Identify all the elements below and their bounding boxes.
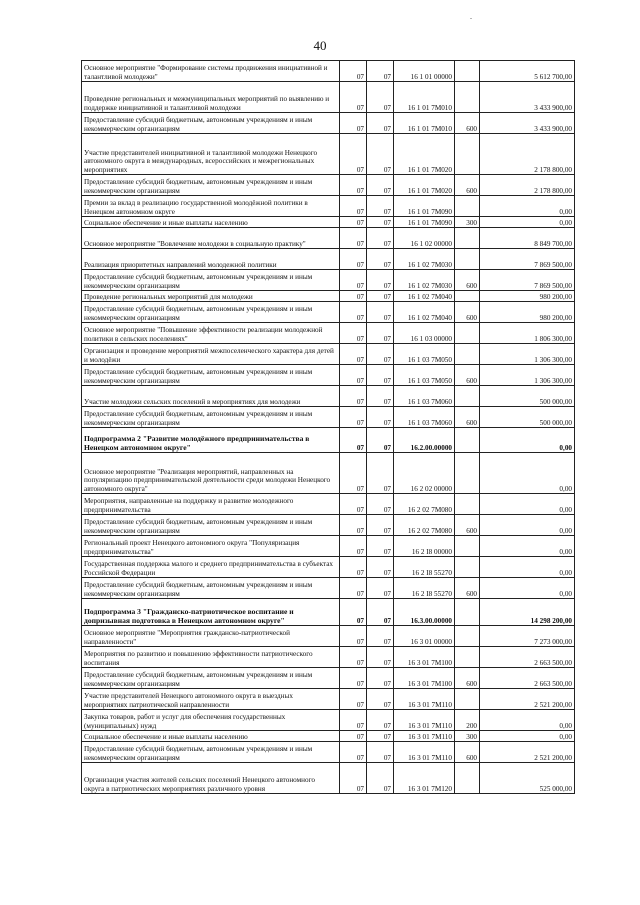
section-code-cell: 07 xyxy=(340,626,367,647)
amount-cell: 0,00 xyxy=(480,557,575,578)
target-article-cell: 16 2 I8 55270 xyxy=(394,557,455,578)
item-name-cell: Премии за вклад в реализацию государственной молодёжной политики в Ненецком автономном округе xyxy=(82,196,340,217)
target-article-cell: 16 2 I8 55270 xyxy=(394,578,455,599)
section-code-cell: 07 xyxy=(340,61,367,82)
table-row xyxy=(82,365,575,386)
subsection-code-cell: 07 xyxy=(367,249,394,270)
amount-cell: 7 869 500,00 xyxy=(480,249,575,270)
expense-type-cell xyxy=(455,536,480,557)
subsection-code-cell: 07 xyxy=(367,689,394,710)
subsection-code-cell: 07 xyxy=(367,453,394,494)
item-name-cell: Основное мероприятие "Вовлечение молодежи в социальную практику" xyxy=(82,228,340,249)
corner-mark: . xyxy=(470,12,472,21)
expense-type-cell xyxy=(455,323,480,344)
amount-cell: 0,00 xyxy=(480,494,575,515)
table-row xyxy=(82,228,575,249)
item-name-cell: Закупка товаров, работ и услуг для обеспечения государственных (муниципальных) нужд xyxy=(82,710,340,731)
item-name-cell: Реализация приоритетных направлений молодежной политики xyxy=(82,249,340,270)
target-article-cell: 16 3 01 7М110 xyxy=(394,710,455,731)
subsection-code-cell: 07 xyxy=(367,82,394,113)
subsection-code-cell: 07 xyxy=(367,557,394,578)
amount-cell: 2 521 200,00 xyxy=(480,742,575,763)
expense-type-cell: 600 xyxy=(455,270,480,291)
section-code-cell: 07 xyxy=(340,386,367,407)
table-row xyxy=(82,763,575,794)
target-article-cell: 16 2 02 00000 xyxy=(394,453,455,494)
expense-type-cell: 200 xyxy=(455,710,480,731)
section-code-cell: 07 xyxy=(340,763,367,794)
table-row xyxy=(82,217,575,228)
item-name-cell: Основное мероприятие "Повышение эффективности реализации молодежной политики в сельских поселениях" xyxy=(82,323,340,344)
expense-type-cell: 600 xyxy=(455,113,480,134)
section-code-cell: 07 xyxy=(340,710,367,731)
item-name-cell: Предоставление субсидий бюджетным, автономным учреждениям и иным некоммерческим организациям xyxy=(82,515,340,536)
section-code-cell: 07 xyxy=(340,82,367,113)
subsection-code-cell: 07 xyxy=(367,344,394,365)
target-article-cell: 16.3.00.00000 xyxy=(394,599,455,626)
section-code-cell: 07 xyxy=(340,578,367,599)
subsection-code-cell: 07 xyxy=(367,599,394,626)
expense-type-cell xyxy=(455,494,480,515)
section-code-cell: 07 xyxy=(340,270,367,291)
expense-type-cell xyxy=(455,453,480,494)
item-name-cell: Участие представителей инициативной и талантливой молодежи Ненецкого автономного округа в международных, всероссийских и межрегиональных мероприятиях xyxy=(82,134,340,175)
table-row xyxy=(82,61,575,82)
subsection-code-cell: 07 xyxy=(367,270,394,291)
expense-type-cell: 300 xyxy=(455,217,480,228)
table-row xyxy=(82,647,575,668)
section-code-cell: 07 xyxy=(340,365,367,386)
amount-cell: 2 663 500,00 xyxy=(480,668,575,689)
table-row xyxy=(82,536,575,557)
item-name-cell: Предоставление субсидий бюджетным, автономным учреждениям и иным некоммерческим организациям xyxy=(82,302,340,323)
section-code-cell: 07 xyxy=(340,742,367,763)
target-article-cell: 16 1 01 7М020 xyxy=(394,134,455,175)
expense-type-cell: 600 xyxy=(455,407,480,428)
section-code-cell: 07 xyxy=(340,689,367,710)
table-row xyxy=(82,626,575,647)
subsection-code-cell: 07 xyxy=(367,302,394,323)
table-row xyxy=(82,710,575,731)
item-name-cell: Проведение региональных мероприятий для молодежи xyxy=(82,291,340,302)
subsection-code-cell: 07 xyxy=(367,61,394,82)
expense-type-cell: 600 xyxy=(455,302,480,323)
table-row xyxy=(82,668,575,689)
target-article-cell: 16 1 02 7М030 xyxy=(394,249,455,270)
table-row xyxy=(82,689,575,710)
target-article-cell: 16 1 01 00000 xyxy=(394,61,455,82)
target-article-cell: 16 1 03 00000 xyxy=(394,323,455,344)
amount-cell: 0,00 xyxy=(480,515,575,536)
target-article-cell: 16 1 01 7М090 xyxy=(394,217,455,228)
amount-cell: 5 612 700,00 xyxy=(480,61,575,82)
subsection-code-cell: 07 xyxy=(367,731,394,742)
expense-type-cell: 600 xyxy=(455,365,480,386)
expense-type-cell: 600 xyxy=(455,175,480,196)
target-article-cell: 16 1 01 7М020 xyxy=(394,175,455,196)
item-name-cell: Предоставление субсидий бюджетным, автономным учреждениям и иным некоммерческим организациям xyxy=(82,407,340,428)
section-code-cell: 07 xyxy=(340,175,367,196)
subsection-code-cell: 07 xyxy=(367,228,394,249)
expense-type-cell xyxy=(455,196,480,217)
subsection-code-cell: 07 xyxy=(367,217,394,228)
expense-type-cell xyxy=(455,61,480,82)
table-row xyxy=(82,515,575,536)
section-code-cell: 07 xyxy=(340,599,367,626)
expense-type-cell xyxy=(455,689,480,710)
subsection-code-cell: 07 xyxy=(367,647,394,668)
subsection-code-cell: 07 xyxy=(367,710,394,731)
section-code-cell: 07 xyxy=(340,668,367,689)
target-article-cell: 16 3 01 7М110 xyxy=(394,742,455,763)
expense-type-cell xyxy=(455,134,480,175)
amount-cell: 2 663 500,00 xyxy=(480,647,575,668)
table-row xyxy=(82,113,575,134)
section-code-cell: 07 xyxy=(340,228,367,249)
table-row xyxy=(82,428,575,453)
amount-cell: 980 200,00 xyxy=(480,291,575,302)
item-name-cell: Основное мероприятие "Мероприятия гражданско-патриотической направленности" xyxy=(82,626,340,647)
item-name-cell: Основное мероприятие "Реализация мероприятий, направленных на популяризацию предпринимательской деятельности среди молодежи Ненецкого автономного округа" xyxy=(82,453,340,494)
target-article-cell: 16 3 01 7М100 xyxy=(394,668,455,689)
target-article-cell: 16 3 01 7М110 xyxy=(394,731,455,742)
section-code-cell: 07 xyxy=(340,731,367,742)
target-article-cell: 16 1 02 7М030 xyxy=(394,270,455,291)
amount-cell: 1 806 300,00 xyxy=(480,323,575,344)
amount-cell: 7 869 500,00 xyxy=(480,270,575,291)
table-row xyxy=(82,386,575,407)
section-code-cell: 07 xyxy=(340,647,367,668)
section-code-cell: 07 xyxy=(340,196,367,217)
item-name-cell: Предоставление субсидий бюджетным, автономным учреждениям и иным некоммерческим организациям xyxy=(82,270,340,291)
expense-type-cell xyxy=(455,228,480,249)
target-article-cell: 16 1 01 7М010 xyxy=(394,113,455,134)
section-code-cell: 07 xyxy=(340,557,367,578)
subsection-code-cell: 07 xyxy=(367,134,394,175)
expense-type-cell xyxy=(455,249,480,270)
item-name-cell: Подпрограмма 3 "Гражданско-патриотическое воспитание и допризывная подготовка в Ненецком автономном округе" xyxy=(82,599,340,626)
item-name-cell: Предоставление субсидий бюджетным, автономным учреждениям и иным некоммерческим организациям xyxy=(82,742,340,763)
expense-type-cell xyxy=(455,557,480,578)
target-article-cell: 16 2 02 7М080 xyxy=(394,494,455,515)
amount-cell: 14 298 200,00 xyxy=(480,599,575,626)
target-article-cell: 16 3 01 7М120 xyxy=(394,763,455,794)
item-name-cell: Государственная поддержка малого и среднего предпринимательства в субъектах Российской Федерации xyxy=(82,557,340,578)
budget-table xyxy=(81,60,575,794)
table-row xyxy=(82,731,575,742)
table-row xyxy=(82,175,575,196)
amount-cell: 2 178 800,00 xyxy=(480,134,575,175)
item-name-cell: Социальное обеспечение и иные выплаты населению xyxy=(82,731,340,742)
item-name-cell: Предоставление субсидий бюджетным, автономным учреждениям и иным некоммерческим организациям xyxy=(82,365,340,386)
item-name-cell: Предоставление субсидий бюджетным, автономным учреждениям и иным некоммерческим организациям xyxy=(82,175,340,196)
section-code-cell: 07 xyxy=(340,453,367,494)
target-article-cell: 16 3 01 7М110 xyxy=(394,689,455,710)
section-code-cell: 07 xyxy=(340,134,367,175)
target-article-cell: 16 2 I8 00000 xyxy=(394,536,455,557)
amount-cell: 980 200,00 xyxy=(480,302,575,323)
expense-type-cell xyxy=(455,386,480,407)
expense-type-cell xyxy=(455,626,480,647)
amount-cell: 3 433 900,00 xyxy=(480,82,575,113)
target-article-cell: 16 1 01 7М090 xyxy=(394,196,455,217)
amount-cell: 500 000,00 xyxy=(480,407,575,428)
subsection-code-cell: 07 xyxy=(367,742,394,763)
item-name-cell: Мероприятия по развитию и повышению эффективности патриотического воспитания xyxy=(82,647,340,668)
item-name-cell: Организация участия жителей сельских поселений Ненецкого автономного округа в патриотических мероприятиях различного уровня xyxy=(82,763,340,794)
expense-type-cell: 600 xyxy=(455,578,480,599)
table-row xyxy=(82,557,575,578)
expense-type-cell xyxy=(455,599,480,626)
expense-type-cell xyxy=(455,647,480,668)
item-name-cell: Региональный проект Ненецкого автономного округа "Популяризация предпринимательства" xyxy=(82,536,340,557)
amount-cell: 0,00 xyxy=(480,428,575,453)
table-row xyxy=(82,196,575,217)
item-name-cell: Предоставление субсидий бюджетным, автономным учреждениям и иным некоммерческим организациям xyxy=(82,113,340,134)
table-row xyxy=(82,344,575,365)
subsection-code-cell: 07 xyxy=(367,113,394,134)
item-name-cell: Подпрограмма 2 "Развитие молодёжного предпринимательства в Ненецком автономном округе" xyxy=(82,428,340,453)
item-name-cell: Участие представителей Ненецкого автономного округа в выездных мероприятиях патриотической направленности xyxy=(82,689,340,710)
table-row xyxy=(82,742,575,763)
amount-cell: 0,00 xyxy=(480,731,575,742)
item-name-cell: Социальное обеспечение и иные выплаты населению xyxy=(82,217,340,228)
table-row xyxy=(82,494,575,515)
section-code-cell: 07 xyxy=(340,428,367,453)
expense-type-cell: 600 xyxy=(455,668,480,689)
subsection-code-cell: 07 xyxy=(367,407,394,428)
expense-type-cell: 600 xyxy=(455,742,480,763)
subsection-code-cell: 07 xyxy=(367,763,394,794)
amount-cell: 8 849 700,00 xyxy=(480,228,575,249)
target-article-cell: 16 1 02 00000 xyxy=(394,228,455,249)
amount-cell: 0,00 xyxy=(480,217,575,228)
target-article-cell: 16 1 02 7М040 xyxy=(394,302,455,323)
target-article-cell: 16 3 01 00000 xyxy=(394,626,455,647)
amount-cell: 500 000,00 xyxy=(480,386,575,407)
target-article-cell: 16 1 02 7М040 xyxy=(394,291,455,302)
table-row xyxy=(82,270,575,291)
target-article-cell: 16 1 03 7М060 xyxy=(394,407,455,428)
table-row xyxy=(82,453,575,494)
item-name-cell: Предоставление субсидий бюджетным, автономным учреждениям и иным некоммерческим организациям xyxy=(82,578,340,599)
expense-type-cell xyxy=(455,291,480,302)
expense-type-cell xyxy=(455,428,480,453)
subsection-code-cell: 07 xyxy=(367,578,394,599)
item-name-cell: Участие молодежи сельских поселений в мероприятиях для молодежи xyxy=(82,386,340,407)
section-code-cell: 07 xyxy=(340,217,367,228)
section-code-cell: 07 xyxy=(340,291,367,302)
subsection-code-cell: 07 xyxy=(367,668,394,689)
amount-cell: 0,00 xyxy=(480,196,575,217)
subsection-code-cell: 07 xyxy=(367,196,394,217)
subsection-code-cell: 07 xyxy=(367,386,394,407)
expense-type-cell: 600 xyxy=(455,515,480,536)
amount-cell: 2 521 200,00 xyxy=(480,689,575,710)
target-article-cell: 16 3 01 7М100 xyxy=(394,647,455,668)
target-article-cell: 16 1 03 7М050 xyxy=(394,365,455,386)
table-row xyxy=(82,578,575,599)
subsection-code-cell: 07 xyxy=(367,536,394,557)
expense-type-cell xyxy=(455,82,480,113)
amount-cell: 3 433 900,00 xyxy=(480,113,575,134)
amount-cell: 1 306 300,00 xyxy=(480,344,575,365)
item-name-cell: Проведение региональных и межмуниципальных мероприятий по выявлению и поддержке инициативной и талантливой молодежи xyxy=(82,82,340,113)
budget-table-body xyxy=(82,61,575,794)
subsection-code-cell: 07 xyxy=(367,323,394,344)
subsection-code-cell: 07 xyxy=(367,428,394,453)
item-name-cell: Предоставление субсидий бюджетным, автономным учреждениям и иным некоммерческим организациям xyxy=(82,668,340,689)
expense-type-cell xyxy=(455,344,480,365)
section-code-cell: 07 xyxy=(340,494,367,515)
target-article-cell: 16 1 03 7М050 xyxy=(394,344,455,365)
amount-cell: 1 306 300,00 xyxy=(480,365,575,386)
target-article-cell: 16 1 01 7М010 xyxy=(394,82,455,113)
subsection-code-cell: 07 xyxy=(367,365,394,386)
table-row xyxy=(82,291,575,302)
section-code-cell: 07 xyxy=(340,249,367,270)
target-article-cell: 16 2 02 7М080 xyxy=(394,515,455,536)
table-row xyxy=(82,599,575,626)
table-row xyxy=(82,323,575,344)
amount-cell: 2 178 800,00 xyxy=(480,175,575,196)
amount-cell: 525 000,00 xyxy=(480,763,575,794)
section-code-cell: 07 xyxy=(340,113,367,134)
amount-cell: 7 273 000,00 xyxy=(480,626,575,647)
section-code-cell: 07 xyxy=(340,407,367,428)
subsection-code-cell: 07 xyxy=(367,515,394,536)
item-name-cell: Мероприятия, направленные на поддержку и развитие молодежного предпринимательства xyxy=(82,494,340,515)
section-code-cell: 07 xyxy=(340,323,367,344)
amount-cell: 0,00 xyxy=(480,710,575,731)
section-code-cell: 07 xyxy=(340,515,367,536)
table-row xyxy=(82,302,575,323)
subsection-code-cell: 07 xyxy=(367,175,394,196)
target-article-cell: 16 1 03 7М060 xyxy=(394,386,455,407)
amount-cell: 0,00 xyxy=(480,536,575,557)
amount-cell: 0,00 xyxy=(480,578,575,599)
table-row xyxy=(82,249,575,270)
section-code-cell: 07 xyxy=(340,536,367,557)
subsection-code-cell: 07 xyxy=(367,494,394,515)
table-row xyxy=(82,407,575,428)
section-code-cell: 07 xyxy=(340,344,367,365)
table-row xyxy=(82,134,575,175)
target-article-cell: 16.2.00.00000 xyxy=(394,428,455,453)
subsection-code-cell: 07 xyxy=(367,291,394,302)
page-number: 40 xyxy=(313,38,327,53)
expense-type-cell: 300 xyxy=(455,731,480,742)
subsection-code-cell: 07 xyxy=(367,626,394,647)
amount-cell: 0,00 xyxy=(480,453,575,494)
table-row xyxy=(82,82,575,113)
section-code-cell: 07 xyxy=(340,302,367,323)
item-name-cell: Основное мероприятие "Формирование системы продвижения инициативной и талантливой молодежи" xyxy=(82,61,340,82)
item-name-cell: Организация и проведение мероприятий межпоселенческого характера для детей и молодёжи xyxy=(82,344,340,365)
expense-type-cell xyxy=(455,763,480,794)
